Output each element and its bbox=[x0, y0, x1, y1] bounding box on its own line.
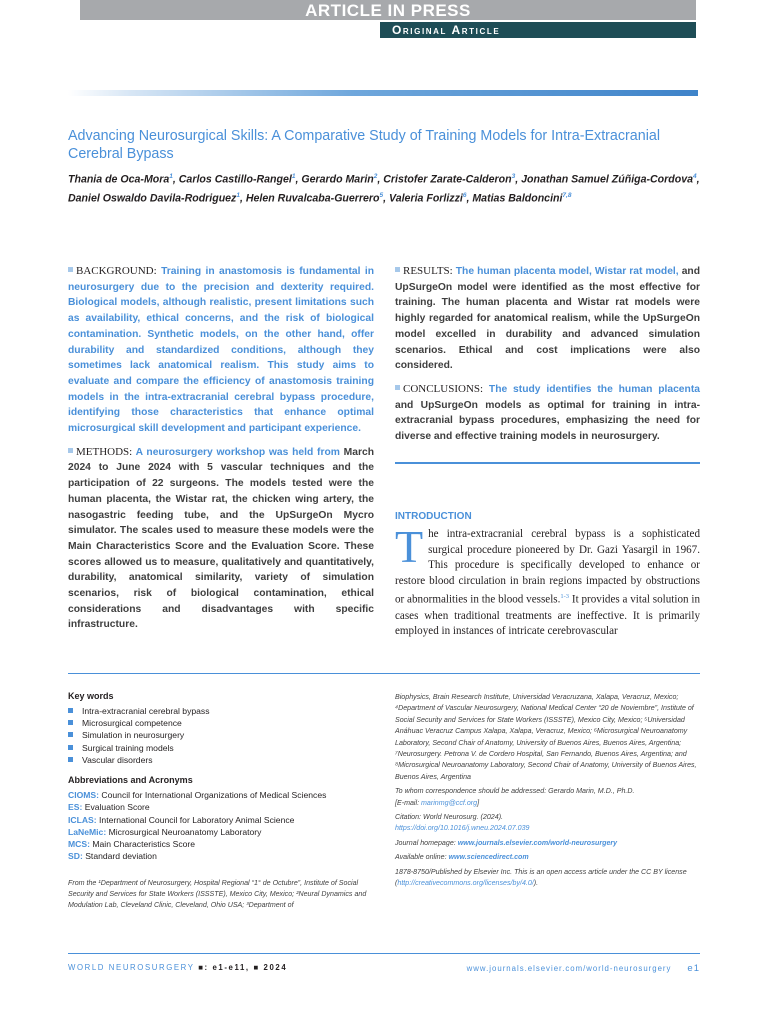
bullet-square-icon bbox=[68, 448, 73, 453]
author-name: Carlos Castillo-Rangel bbox=[178, 173, 292, 186]
keyword-item: Vascular disorders bbox=[68, 754, 210, 766]
results-lead: The human placenta model, Wistar rat model, bbox=[455, 266, 679, 277]
keywords-list bbox=[68, 705, 210, 766]
author-name: Cristofer Zarate-Calderon bbox=[383, 173, 512, 186]
correspondence: To whom correspondence should be addressed: Gerardo Marin, M.D., Ph.D. [E-mail: marinmg@ccf.org] bbox=[395, 787, 635, 807]
abbreviation-term: ES: bbox=[68, 802, 83, 813]
author-affiliation-marker: 1 bbox=[291, 173, 296, 180]
abbreviation-term: CIOMS: bbox=[68, 790, 100, 800]
footer-journal: WORLD NEUROSURGERY ■: e1-e11, ■ 2024 bbox=[68, 963, 288, 972]
abbreviations-list bbox=[68, 789, 326, 863]
email-link[interactable]: marinmg@ccf.org bbox=[421, 798, 478, 807]
article-in-press-banner: ARTICLE IN PRESS bbox=[80, 0, 696, 20]
abbreviation-item: ES: Evaluation Score bbox=[68, 802, 150, 813]
methods-lead: A neurosurgery workshop was held from bbox=[135, 446, 340, 458]
keyword-item: Simulation in neurosurgery bbox=[68, 729, 210, 741]
article-title: Advancing Neurosurgical Skills: A Comparative Study of Training Models for Intra-Extracranial Cerebral Bypass bbox=[68, 128, 661, 162]
author-affiliation-marker: 5 bbox=[379, 192, 384, 200]
bullet-square-icon bbox=[395, 267, 400, 272]
abstract-left-column bbox=[68, 264, 374, 633]
doi-link[interactable]: https://doi.org/10.1016/j.wneu.2024.07.039 bbox=[395, 824, 530, 833]
abbreviation-item: MCS: Main Characteristics Score bbox=[68, 839, 196, 850]
abbreviation-item: SD: Standard deviation bbox=[68, 851, 157, 862]
results-text: and UpSurgeOn model were identified as the most effective for training. The human placenta and Wistar rat models were highly regarded for anatomical realism, while the UpSurgeOn model excelled in durability and advanced simulation scenarios. Ethical and cost implications were also considered. bbox=[395, 266, 700, 372]
bullet-square-icon bbox=[68, 267, 73, 272]
journal-homepage: Journal homepage: www.journals.elsevier.com/world-neurosurgery bbox=[395, 838, 618, 847]
author-name: Jonathan Samuel Zúñiga-Cordova bbox=[521, 173, 693, 186]
header-rule bbox=[68, 90, 698, 96]
bullet-square-icon bbox=[68, 720, 73, 725]
author-name: Gerardo Marin bbox=[301, 173, 374, 186]
author-name: Matias Baldoncini bbox=[472, 192, 563, 205]
abstract-methods: METHODS: A neurosurgery workshop was held from March 2024 to June 2024 with 5 vascular techniques and the participation of 22 surgeons. The models tested were the human placenta, the Wistar rat, the chicken wing artery, the nasogastric feeding tube, and the UpSurgeOn Mycro simulator. The scales used to measure these models were the Main Characteristics Score and the Evaluation Score. These scores allowed us to measure, qualitatively and quantitatively, durability, anatomical similarity, variety of simulation scenarios, risk of biological contamination, ethical considerations and disadvantages with specific infrastructure. bbox=[68, 445, 374, 631]
section-label: Original Article bbox=[380, 22, 696, 38]
reference-marker[interactable]: 1-3 bbox=[560, 593, 570, 601]
methods-text: March 2024 to June 2024 with 5 vascular techniques and the participation of 22 surgeons. The models tested were the human placenta, the Wistar rat, the chicken wing artery, the nasogastric feeding tube, and the UpSurgeOn Mycro simulator. The scales used to measure these models were the Main Characteristics Score and the Evaluation Score. These scores allowed us to measure, qualitatively and quantitatively, durability, anatomical similarity, variety of simulation scenarios, risk of biological contamination, ethical considerations and disadvantages with specific infrastructure. bbox=[68, 446, 374, 631]
author-affiliation-marker: 1 bbox=[236, 192, 240, 200]
abbreviation-item: ICLAS: International Council for Laboratory Animal Science bbox=[68, 814, 295, 825]
drop-cap: T bbox=[395, 521, 424, 572]
bullet-square-icon bbox=[68, 732, 73, 737]
abstract-background: BACKGROUND: Training in anastomosis is fundamental in neurosurgery due to the precision and dexterity required. Biological models, although realistic, present limitations such as availability, ethical concerns, and the risk of biological contamination. Synthetic models, on the other hand, offer durability and standardized conditions, although they sometimes lack anatomical realism. This study aims to evaluate and compare the efficiency of anastomosis training models in the intra-extracranial cerebral bypass procedure, identifying those characteristics that enhance optimal microsurgical skill development and participant experience. bbox=[68, 265, 374, 435]
footer-site-link[interactable]: www.journals.elsevier.com/world-neurosurgery bbox=[466, 964, 672, 973]
author-name: Helen Ruvalcaba-Guerrero bbox=[245, 192, 380, 205]
sciencedirect-link[interactable]: www.sciencedirect.com bbox=[448, 853, 529, 862]
affiliations-text: Biophysics, Brain Research Institute, Universidad Veracruzana, Xalapa, Veracruz, Mexico; ⁴Department of Vascular Neurosurgery, National Medical Center “20 de Noviembre”, Institute of Social Security and Services for State Workers (ISSSTE), Mexico City, Mexico; ⁵Universidad Anáhuac Veracruz Campus Xalapa, Xalapa, Veracruz, Mexico; ⁶Microsurgical Neuroanatomy Laboratory, Second Chair of Anatomy, University of Buenos Aires, Buenos Aires, Argentina; ⁷Neurosurgery. Petrona V. de Cordero Hospital, San Fernando, Buenos Aires, Argentina; and ⁸Microsurgical Neuroanatomy Laboratory, Second Chair of Anatomy, University of Buenos Aires, Buenos Aires, Argentina bbox=[395, 693, 697, 781]
author-affiliation-marker: 1 bbox=[169, 173, 173, 180]
footer-site bbox=[430, 963, 700, 974]
license-link[interactable]: http://creativecommons.org/licenses/by/4.0/ bbox=[397, 879, 534, 888]
keywords-heading: Key words bbox=[68, 691, 114, 701]
author-affiliation-marker: 6 bbox=[462, 192, 467, 200]
abbreviation-term: SD: bbox=[68, 851, 83, 862]
keyword-item: Surgical training models bbox=[68, 742, 210, 754]
abbreviation-item: LaNeMic: Microsurgical Neuroanatomy Laboratory bbox=[68, 826, 262, 837]
author-name: Daniel Oswaldo Davila-Rodriguez bbox=[68, 192, 237, 205]
abbreviation-term: LaNeMic: bbox=[68, 826, 107, 837]
abbreviation-term: MCS: bbox=[68, 839, 90, 850]
abbreviation-term: ICLAS: bbox=[68, 814, 97, 825]
affiliations-from-note: From the ¹Department of Neurosurgery, Hospital Regional “1° de Octubre”, Institute of Social Security and Services for State Workers (ISSSTE), Mexico City, Mexico; ²Neural Dynamics and Modulation Lab, Cleveland Clinic, Cleveland, Ohio USA; ³Department of bbox=[68, 879, 367, 909]
citation: Citation: World Neurosurg. (2024). https://doi.org/10.1016/j.wneu.2024.07.039 bbox=[395, 813, 530, 833]
conclusions-lead: The study identifies the human placenta bbox=[488, 383, 700, 395]
author-name: Thania de Oca-Mora bbox=[68, 173, 170, 186]
background-text: Training in anastomosis is fundamental in neurosurgery due to the precision and dexterity required. Biological models, although realistic, present limitations such as availability, ethical concerns, and the risk of biological contamination. Synthetic models, on the other hand, offer durability and standardized conditions, although they sometimes lack anatomical realism. This study aims to evaluate and compare the efficiency of anastomosis training models in the intra-extracranial cerebral bypass procedure, identifying those characteristics that enhance optimal microsurgical skill development and participant experience. bbox=[68, 266, 374, 435]
author-affiliation-marker: 3 bbox=[511, 173, 516, 180]
author-affiliation-marker: 2 bbox=[373, 173, 378, 180]
homepage-link[interactable]: www.journals.elsevier.com/world-neurosurgery bbox=[457, 838, 618, 847]
abstract-right-column bbox=[395, 264, 700, 445]
license: 1878-8750/Published by Elsevier Inc. This is an open access article under the CC BY license (http://creativecommons.org/licenses/by/4.0/). bbox=[395, 867, 687, 888]
abbreviation-item: CIOMS: Council for International Organizations of Medical Sciences bbox=[68, 790, 327, 800]
introduction-text: The intra-extracranial cerebral bypass is a sophisticated surgical procedure pioneered by Dr. Gazi Yasargil in 1967. This procedure is specifically developed to enhance or restore blood circulation in brain regions impacted by obstructions or abnormalities in the blood vessels.$^{1-3}$ It provides a vital solution in cases when traditional treatments are ineffective. It is primarily employed in instances of intricate cerebrovascular bbox=[395, 521, 700, 638]
bullet-square-icon bbox=[68, 708, 73, 713]
author-list: Thania de Oca-Mora$^1$, Carlos Castillo-Rangel$^1$, Gerardo Marin$^2$, Cristofer Zarate-Calderon$^3$, Jonathan Samuel Zúñiga-Cordova$^4$, Daniel Oswaldo Davila-Rodriguez$^1$, Helen Ruvalcaba-Guerrero$^5$, Valeria Forlizzi$^6$, Matias Baldoncini$^{7,8}$ bbox=[68, 173, 700, 205]
bullet-square-icon bbox=[395, 385, 400, 390]
keyword-item: Microsurgical competence bbox=[68, 717, 210, 729]
conclusions-text: and UpSurgeOn models as optimal for training in intra-extracranial bypass procedures, emphasizing the need for diverse and effective training models in neurosurgery. bbox=[395, 399, 700, 443]
abstract-conclusions: CONCLUSIONS: The study identifies the human placenta and UpSurgeOn models as optimal for training in intra-extracranial bypass procedures, emphasizing the need for diverse and effective training models in neurosurgery. bbox=[395, 382, 700, 443]
bullet-square-icon bbox=[68, 745, 73, 750]
metadata-rule bbox=[68, 673, 700, 674]
author-name: Valeria Forlizzi bbox=[389, 192, 463, 205]
keyword-item: Intra-extracranial cerebral bypass bbox=[68, 705, 210, 717]
abbreviations-heading: Abbreviations and Acronyms bbox=[68, 775, 193, 785]
abstract-results: RESULTS: The human placenta model, Wistar rat model, and UpSurgeOn model were identified as the most effective for training. The human placenta and Wistar rat models were highly regarded for anatomical realism, while the UpSurgeOn model excelled in durability and advanced simulation scenarios. Ethical and cost implications were also considered. bbox=[395, 265, 700, 372]
author-affiliation-marker: 4 bbox=[693, 173, 697, 180]
bullet-square-icon bbox=[68, 757, 73, 762]
author-affiliation-marker: 7,8 bbox=[562, 192, 572, 200]
page-number: e1 bbox=[687, 963, 700, 974]
affiliations-block bbox=[395, 692, 700, 893]
footer-rule bbox=[68, 953, 700, 954]
abstract-end-rule bbox=[395, 462, 700, 464]
introduction-heading: INTRODUCTION bbox=[395, 511, 472, 522]
available-online: Available online: www.sciencedirect.com bbox=[395, 853, 529, 862]
